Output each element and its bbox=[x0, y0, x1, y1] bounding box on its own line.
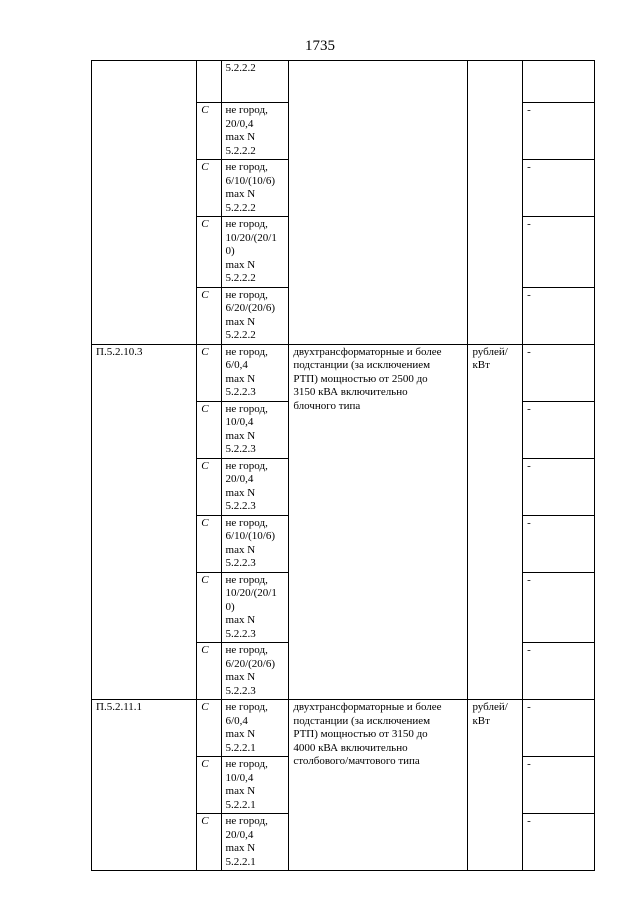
location-line: 10/20/(20/1 bbox=[225, 587, 277, 599]
location-voltage-cell bbox=[221, 160, 289, 217]
location-line: 6/20/(20/6) bbox=[225, 302, 276, 314]
category-letter: С bbox=[197, 103, 221, 160]
location-line: 20/0,4 bbox=[225, 828, 254, 841]
category-letter: С bbox=[197, 814, 221, 871]
location-line: не город, bbox=[225, 345, 268, 358]
unit-cell bbox=[468, 700, 523, 871]
rate-value: - bbox=[523, 458, 595, 515]
tariff-table bbox=[91, 60, 595, 871]
rate-value bbox=[523, 61, 595, 103]
location-voltage-cell bbox=[221, 61, 289, 103]
location-line: 5.2.2.1 bbox=[225, 855, 256, 868]
location-line: 6/10/(10/6) bbox=[225, 530, 276, 542]
location-line: 10/0,4 bbox=[225, 771, 254, 784]
description-line: 4000 кВА включительно bbox=[293, 741, 408, 754]
location-line: 5.2.2.1 bbox=[225, 798, 256, 811]
category-letter: С bbox=[197, 287, 221, 344]
location-line: max N bbox=[225, 258, 256, 271]
location-line: не город, bbox=[225, 161, 268, 173]
location-voltage-cell bbox=[221, 643, 289, 700]
location-line: 10/0,4 bbox=[225, 416, 254, 428]
location-line: 5.2.2.2 bbox=[225, 272, 256, 284]
location-line: max N bbox=[225, 372, 256, 385]
location-voltage-cell bbox=[221, 700, 289, 757]
unit-cell bbox=[468, 61, 523, 345]
location-line: 20/0,4 bbox=[225, 473, 254, 485]
rate-value: - bbox=[523, 700, 595, 757]
rate-value: - bbox=[523, 287, 595, 344]
location-voltage-cell bbox=[221, 217, 289, 288]
unit-line: рублей/ bbox=[472, 345, 508, 358]
location-line: max N bbox=[225, 785, 256, 797]
table-row bbox=[92, 61, 595, 103]
description-cell bbox=[289, 61, 468, 345]
rate-value: - bbox=[523, 103, 595, 160]
location-line: 5.2.2.2 bbox=[225, 201, 256, 214]
rate-value: - bbox=[523, 344, 595, 401]
location-line: max N bbox=[225, 671, 256, 683]
location-line: 10/20/(20/1 bbox=[225, 231, 277, 244]
location-line: не город, bbox=[225, 459, 268, 472]
description-line: столбового/мачтового типа bbox=[293, 755, 420, 767]
unit-line: кВт bbox=[472, 714, 490, 727]
location-line: max N bbox=[225, 543, 256, 556]
location-line: max N bbox=[225, 315, 256, 328]
location-line: 6/20/(20/6) bbox=[225, 657, 276, 670]
location-line: max N bbox=[225, 614, 256, 626]
category-letter: С bbox=[197, 643, 221, 700]
location-line: 5.2.2.3 bbox=[225, 557, 256, 569]
description-line: РТП) мощностью от 2500 до bbox=[293, 372, 428, 385]
category-letter: С bbox=[197, 757, 221, 814]
unit-cell bbox=[468, 344, 523, 700]
rate-value: - bbox=[523, 160, 595, 217]
description-line: двухтрансформаторные и более bbox=[293, 345, 442, 358]
location-voltage-cell bbox=[221, 458, 289, 515]
location-line: 20/0,4 bbox=[225, 117, 254, 130]
rate-value: - bbox=[523, 515, 595, 572]
category-letter: С bbox=[197, 401, 221, 458]
category-letter: С bbox=[197, 515, 221, 572]
location-voltage-cell bbox=[221, 515, 289, 572]
item-code: П.5.2.11.1 bbox=[92, 700, 197, 871]
location-line: max N bbox=[225, 728, 256, 740]
unit-line: рублей/ bbox=[472, 701, 508, 713]
category-letter: С bbox=[197, 160, 221, 217]
location-line: 6/10/(10/6) bbox=[225, 174, 276, 187]
item-code: П.5.2.10.3 bbox=[92, 344, 197, 700]
location-line: max N bbox=[225, 188, 256, 200]
table-row bbox=[92, 344, 595, 401]
location-line: 5.2.2.3 bbox=[225, 443, 256, 455]
location-voltage-cell bbox=[221, 814, 289, 871]
location-line: 0) bbox=[225, 245, 235, 257]
rate-value: - bbox=[523, 401, 595, 458]
description-line: блочного типа bbox=[293, 399, 361, 412]
rate-value: - bbox=[523, 814, 595, 871]
location-line: 5.2.2.2 bbox=[225, 329, 256, 341]
location-line: 5.2.2.3 bbox=[225, 500, 256, 512]
location-line: 5.2.2.1 bbox=[225, 741, 256, 754]
category-letter: С bbox=[197, 700, 221, 757]
category-letter: С bbox=[197, 217, 221, 288]
location-line: не город, bbox=[225, 218, 268, 230]
location-voltage-cell bbox=[221, 757, 289, 814]
location-line: не город, bbox=[225, 758, 268, 770]
description-line: 3150 кВА включительно bbox=[293, 386, 408, 398]
location-line: 5.2.2.2 bbox=[225, 62, 256, 74]
description-cell bbox=[289, 700, 468, 871]
location-line: 5.2.2.3 bbox=[225, 684, 256, 697]
category-letter: С bbox=[197, 458, 221, 515]
rate-value: - bbox=[523, 572, 595, 643]
category-letter bbox=[197, 61, 221, 103]
location-voltage-cell bbox=[221, 103, 289, 160]
location-line: 5.2.2.3 bbox=[225, 386, 256, 398]
category-letter: С bbox=[197, 344, 221, 401]
location-voltage-cell bbox=[221, 572, 289, 643]
location-line: не город, bbox=[225, 701, 268, 713]
description-line: РТП) мощностью от 3150 до bbox=[293, 728, 428, 740]
location-line: 6/0,4 bbox=[225, 714, 248, 727]
location-line: 0) bbox=[225, 600, 235, 613]
location-line: не город, bbox=[225, 516, 268, 529]
location-line: не город, bbox=[225, 104, 268, 116]
description-line: подстанции (за исключением bbox=[293, 359, 431, 371]
rate-value: - bbox=[523, 643, 595, 700]
rate-value: - bbox=[523, 217, 595, 288]
location-line: 6/0,4 bbox=[225, 359, 248, 371]
location-line: max N bbox=[225, 486, 256, 499]
location-line: max N bbox=[225, 131, 256, 143]
location-voltage-cell bbox=[221, 344, 289, 401]
location-line: не город, bbox=[225, 573, 268, 586]
unit-line: кВт bbox=[472, 359, 490, 371]
location-line: не город, bbox=[225, 644, 268, 656]
location-line: 5.2.2.3 bbox=[225, 627, 256, 640]
category-letter: С bbox=[197, 572, 221, 643]
description-cell bbox=[289, 344, 468, 700]
location-line: 5.2.2.2 bbox=[225, 144, 256, 157]
table-body bbox=[92, 61, 595, 871]
location-line: не город, bbox=[225, 402, 268, 415]
location-line: не город, bbox=[225, 288, 268, 301]
location-voltage-cell bbox=[221, 287, 289, 344]
location-line: не город, bbox=[225, 815, 268, 827]
location-line: max N bbox=[225, 429, 256, 442]
rate-value: - bbox=[523, 757, 595, 814]
page-number: 1735 bbox=[305, 38, 335, 54]
item-code bbox=[92, 61, 197, 345]
description-line: двухтрансформаторные и более bbox=[293, 701, 442, 713]
location-voltage-cell bbox=[221, 401, 289, 458]
location-line: max N bbox=[225, 842, 256, 854]
description-line: подстанции (за исключением bbox=[293, 714, 431, 727]
table-row bbox=[92, 700, 595, 757]
